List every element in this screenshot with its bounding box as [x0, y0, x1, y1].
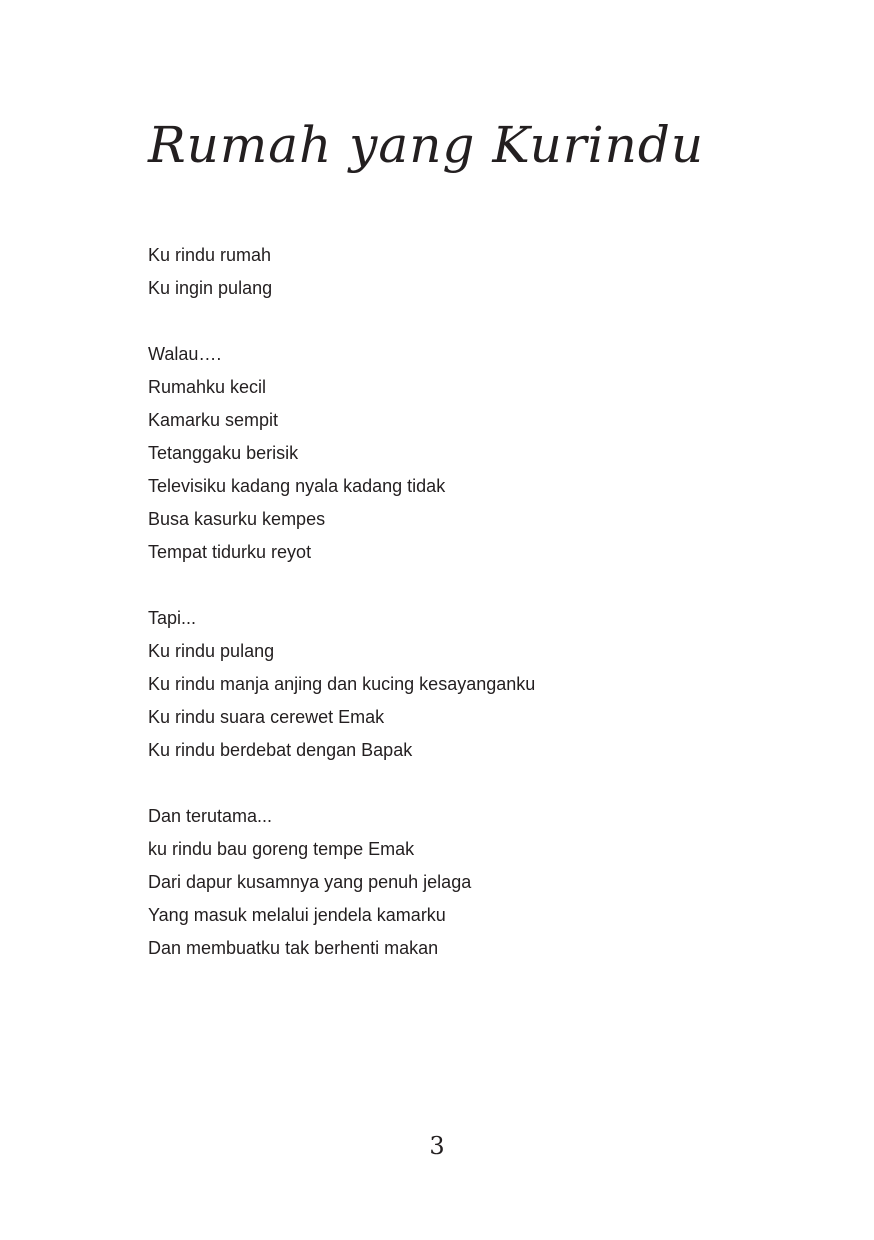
poem-line: ku rindu bau goreng tempe Emak: [148, 839, 415, 859]
poem-title: Rumah yang Kurindu: [148, 116, 705, 174]
poem-line: Televisiku kadang nyala kadang tidak: [148, 476, 446, 496]
poem-line: Busa kasurku kempes: [148, 509, 326, 529]
stanza-1: [148, 239, 788, 305]
poem-line: Dan terutama...: [148, 806, 273, 826]
poem-line: Walau….: [148, 344, 222, 364]
stanza-4: [148, 800, 788, 965]
poem-line: Yang masuk melalui jendela kamarku: [148, 905, 446, 925]
poem-line: Tapi...: [148, 608, 197, 628]
poem-line: Ku ingin pulang: [148, 278, 273, 298]
poem-line: Ku rindu suara cerewet Emak: [148, 707, 385, 727]
poem-line: Dari dapur kusamnya yang penuh jelaga: [148, 872, 472, 892]
poem-line: Dan membuatku tak berhenti makan: [148, 938, 439, 958]
poem-line: Ku rindu manja anjing dan kucing kesayanganku: [148, 674, 536, 694]
poem-line: Rumahku kecil: [148, 377, 267, 397]
poem-line: Kamarku sempit: [148, 410, 279, 430]
poem-line: Ku rindu rumah: [148, 245, 272, 265]
poem-line: Ku rindu pulang: [148, 641, 275, 661]
poem-line: Ku rindu berdebat dengan Bapak: [148, 740, 413, 760]
page-number: 3: [429, 1132, 445, 1160]
stanza-3: [148, 602, 788, 767]
stanza-2: [148, 338, 788, 569]
poem-line: Tetanggaku berisik: [148, 443, 299, 463]
poem-body: [148, 239, 788, 998]
poem-line: Tempat tidurku reyot: [148, 542, 312, 562]
